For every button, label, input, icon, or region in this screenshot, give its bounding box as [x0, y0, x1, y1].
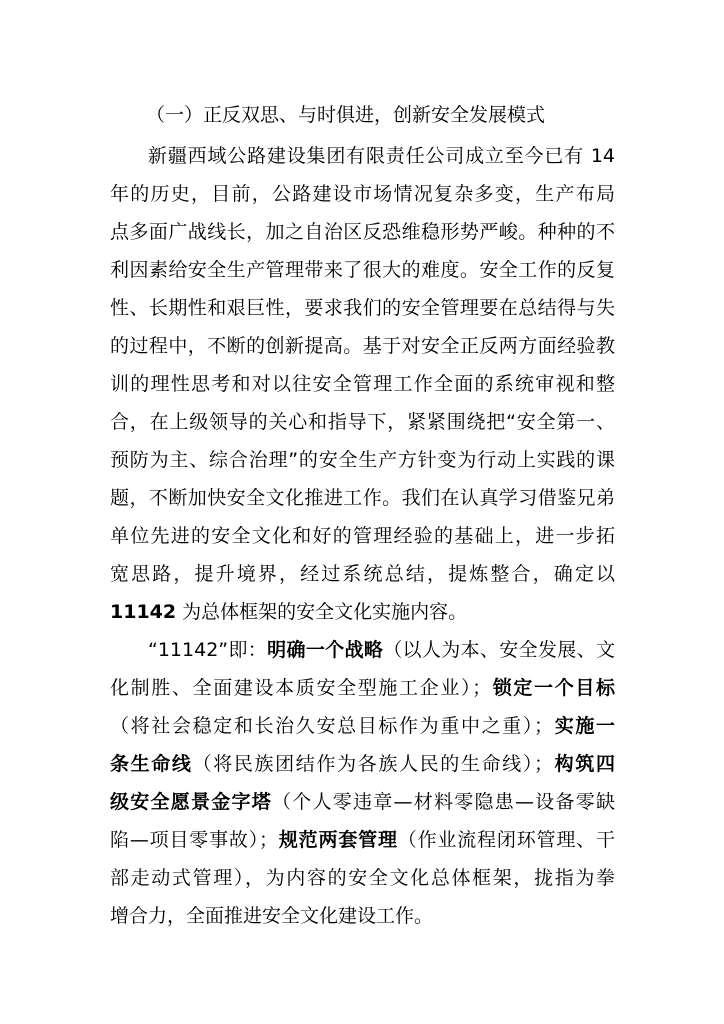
bold-term: 规范两套管理: [278, 829, 398, 851]
bold-term: 构筑四: [553, 753, 615, 775]
bold-term: 级安全愿景金字塔: [110, 791, 272, 813]
text-line: 点多面广战线长，加之自治区反恐维稳形势严峻。种种的不: [110, 221, 615, 243]
bold-term: 锁定一个目标: [491, 677, 615, 699]
text-line: 部走动式管理），为内容的安全文化总体框架，拢指为拳: [110, 867, 615, 889]
text-run: 化制胜、全面建设本质安全型施工企业）；: [110, 677, 492, 699]
text-line: 年的历史，目前，公路建设市场情况复杂多变，生产布局: [110, 183, 615, 205]
text-run: 陷—项目零事故）；: [110, 829, 279, 851]
text-run: （将民族团结作为各族人民的生命线）；: [192, 753, 554, 775]
text-line-final: 增合力，全面推进安全文化建设工作。: [110, 905, 434, 927]
text-run: 为总体框架的安全文化实施内容。: [176, 601, 468, 623]
text-line: 预防为主、综合治理”的安全生产方针变为行动上实践的课: [110, 449, 615, 471]
text-line: 训的理性思考和对以往安全管理工作全面的系统审视和整: [110, 373, 615, 395]
text-run: （以人为本、安全发展、文: [383, 639, 615, 661]
section-heading: （一）正反双思、与时俱进，创新安全发展模式: [146, 104, 546, 126]
text-line: [110, 826, 615, 854]
text-line: 的过程中，不断的创新提高。基于对安全正反两方面经验教: [110, 335, 615, 357]
text-run: （个人零违章—材料零隐患—设备零缺: [272, 791, 615, 813]
text-run: （将社会稳定和长治久安总目标作为重中之重）；: [110, 715, 554, 737]
text-line: [148, 636, 615, 664]
bold-term: 实施一: [553, 715, 615, 737]
text-line: 单位先进的安全文化和好的管理经验的基础上，进一步拓: [110, 525, 615, 547]
text-line: [110, 750, 615, 778]
text-line: 性、长期性和艰巨性，要求我们的安全管理要在总结得与失: [110, 297, 615, 319]
text-line: [110, 674, 615, 702]
bold-term: 条生命线: [110, 753, 193, 775]
text-line: 宽思路，提升境界，经过系统总结，提炼整合，确定以: [110, 563, 615, 585]
text-run: “11142”即：: [148, 639, 268, 661]
bold-term: 明确一个战略: [267, 639, 384, 661]
text-line: [110, 712, 615, 740]
text-line: 合，在上级领导的关心和指导下，紧紧围绕把“安全第一、: [110, 411, 615, 433]
text-line: [110, 788, 615, 816]
text-line: 题，不断加快安全文化推进工作。我们在认真学习借鉴兄弟: [110, 487, 615, 509]
framework-code: 11142: [110, 601, 177, 623]
text-line: 新疆西域公路建设集团有限责任公司成立至今已有 14: [148, 145, 615, 167]
text-run: （作业流程闭环管理、干: [397, 829, 615, 851]
text-line: 利因素给安全生产管理带来了很大的难度。安全工作的反复: [110, 259, 615, 281]
text-line-final: [110, 598, 615, 626]
